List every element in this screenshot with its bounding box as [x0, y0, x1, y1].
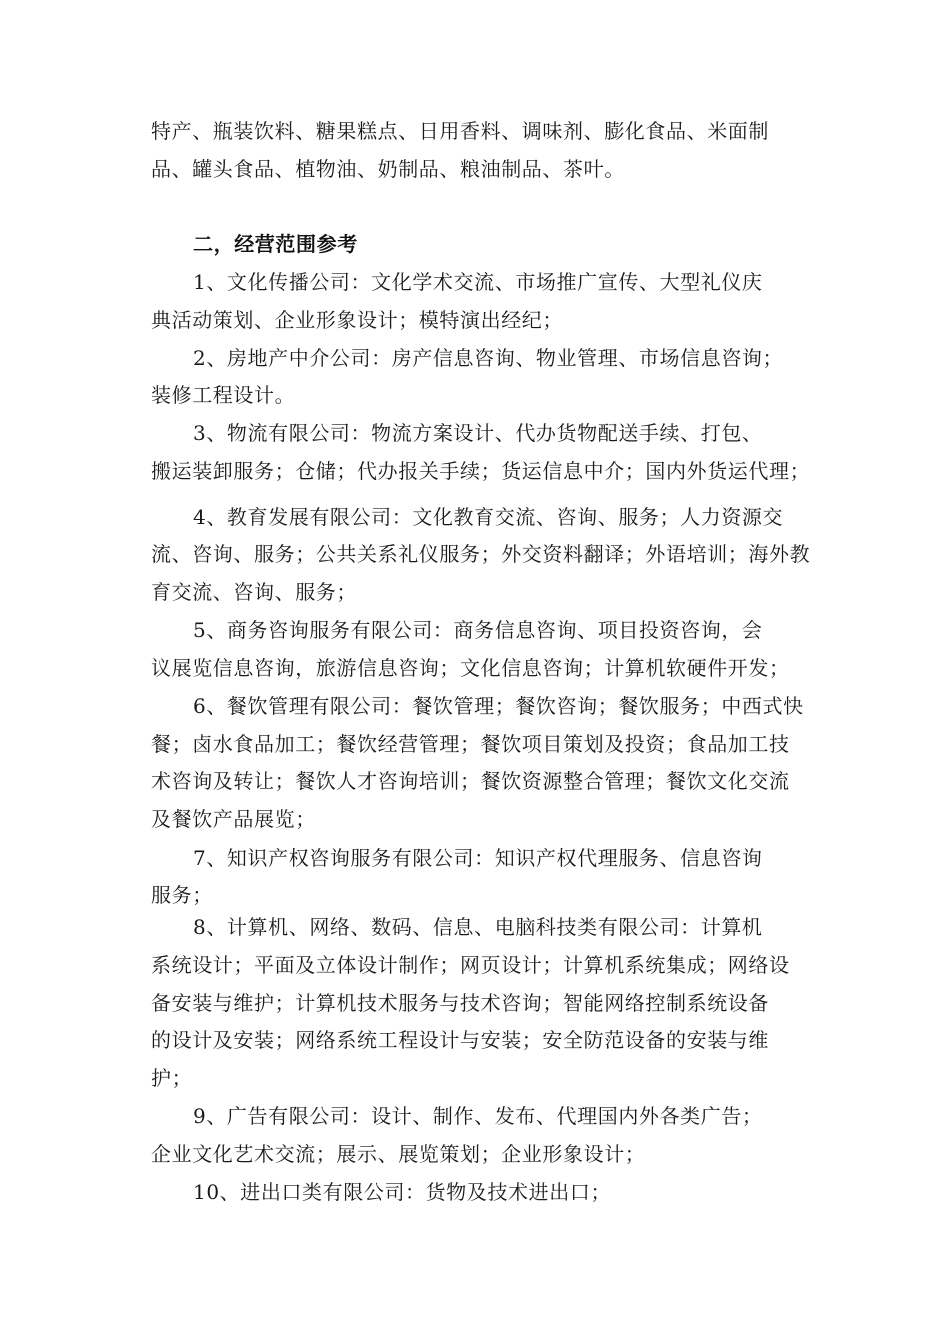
list-item-line: 2、房地产中介公司：房产信息咨询、物业管理、市场信息咨询；	[193, 346, 784, 370]
list-item-line: 流、咨询、服务；公共关系礼仪服务；外交资料翻译；外语培训；海外教	[151, 542, 811, 566]
list-item-line: 育交流、咨询、服务；	[151, 580, 357, 604]
list-item-line: 系统设计；平面及立体设计制作；网页设计；计算机系统集成；网络设	[151, 953, 790, 977]
list-item-line: 9、广告有限公司：设计、制作、发布、代理国内外各类广告；	[193, 1104, 763, 1128]
intro-line: 特产、瓶装饮料、糖果糕点、日用香料、调味剂、膨化食品、米面制	[151, 119, 769, 143]
list-item-line: 6、餐饮管理有限公司：餐饮管理；餐饮咨询；餐饮服务；中西式快	[193, 694, 804, 718]
list-item-line: 10、进出口类有限公司：货物及技术进出口；	[193, 1180, 612, 1204]
list-item-line: 1、文化传播公司：文化学术交流、市场推广宣传、大型礼仪庆	[193, 270, 763, 294]
section-heading: 二，经营范围参考	[193, 232, 358, 256]
list-item-line: 搬运装卸服务；仓储；代办报关手续；货运信息中介；国内外货运代理；	[151, 459, 811, 483]
list-item-line: 4、教育发展有限公司：文化教育交流、咨询、服务；人力资源交	[193, 505, 784, 529]
list-item-line: 护；	[151, 1066, 193, 1090]
list-item-line: 装修工程设计。	[151, 383, 296, 407]
intro-line: 品、罐头食品、植物油、奶制品、粮油制品、茶叶。	[151, 157, 625, 181]
list-item-line: 3、物流有限公司：物流方案设计、代办货物配送手续、打包、	[193, 421, 763, 445]
list-item-line: 术咨询及转让；餐饮人才咨询培训；餐饮资源整合管理；餐饮文化交流	[151, 769, 790, 793]
list-item-line: 企业文化艺术交流；展示、展览策划；企业形象设计；	[151, 1142, 646, 1166]
list-item-line: 及餐饮产品展览；	[151, 807, 316, 831]
list-item-line: 5、商务咨询服务有限公司：商务信息咨询、项目投资咨询，会	[193, 618, 763, 642]
list-item-line: 8、计算机、网络、数码、信息、电脑科技类有限公司：计算机	[193, 915, 763, 939]
list-item-line: 典活动策划、企业形象设计；模特演出经纪；	[151, 308, 563, 332]
list-item-line: 议展览信息咨询，旅游信息咨询；文化信息咨询；计算机软硬件开发；	[151, 656, 790, 680]
list-item-line: 7、知识产权咨询服务有限公司：知识产权代理服务、信息咨询	[193, 846, 763, 870]
list-item-line: 餐；卤水食品加工；餐饮经营管理；餐饮项目策划及投资；食品加工技	[151, 732, 790, 756]
list-item-line: 的设计及安装；网络系统工程设计与安装；安全防范设备的安装与维	[151, 1028, 769, 1052]
list-item-line: 服务；	[151, 883, 213, 907]
list-item-line: 备安装与维护；计算机技术服务与技术咨询；智能网络控制系统设备	[151, 991, 769, 1015]
